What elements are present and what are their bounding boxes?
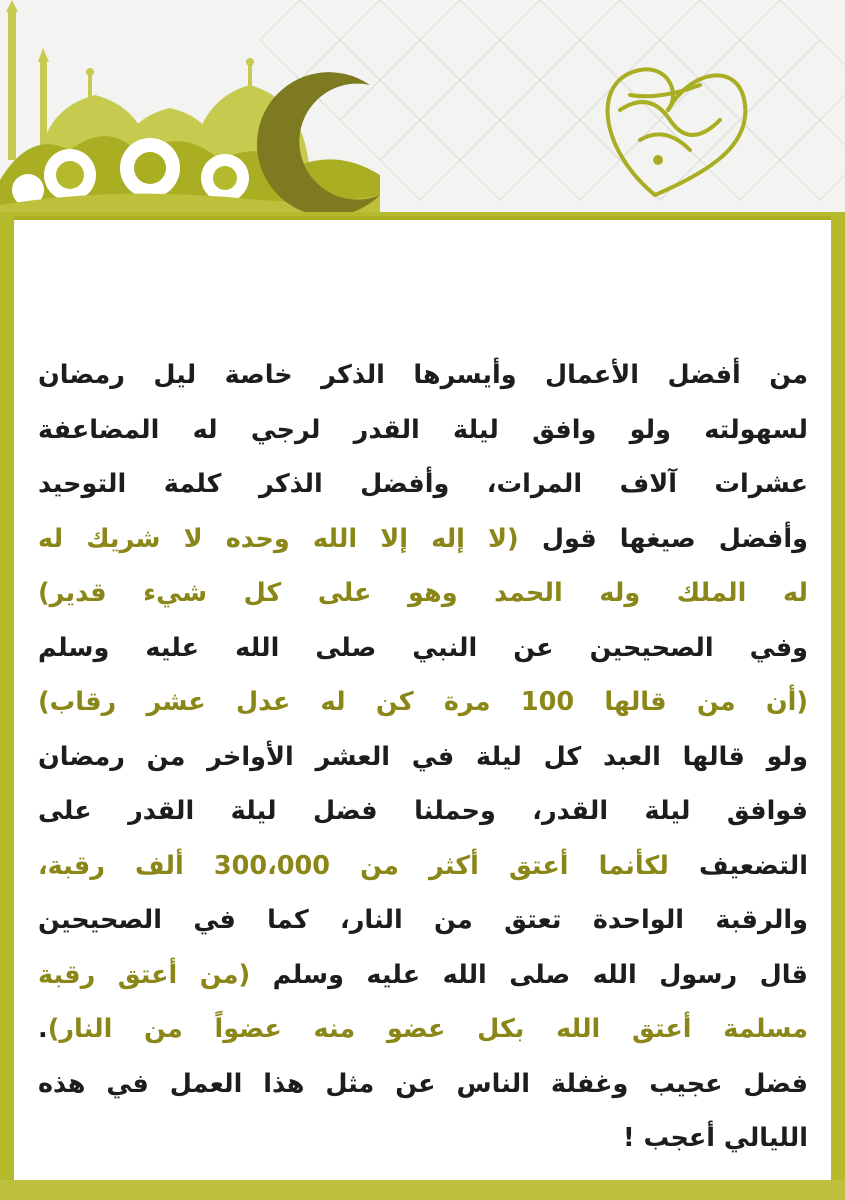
text-line — [38, 512, 808, 567]
text-line — [38, 839, 808, 894]
text-line — [38, 403, 808, 458]
text-segment: قال رسول الله صلى الله عليه وسلم — [250, 959, 808, 990]
text-segment: والرقبة الواحدة تعتق من النار، كما في الصحيحين — [38, 905, 808, 935]
text-line — [38, 1057, 808, 1112]
text-segment: عشرات آلاف المرات، وأفضل الذكر كلمة التوحيد — [38, 469, 808, 499]
text-line — [38, 784, 808, 839]
highlighted-reward: لكأنما أعتق أكثر من 300،000 ألف رقبة، — [38, 850, 669, 881]
text-segment: . — [38, 1014, 48, 1044]
text-segment: فوافق ليلة القدر، وحملنا فضل ليلة القدر على — [38, 796, 808, 826]
text-segment: التضعيف — [668, 850, 808, 881]
text-segment: الليالي أعجب ! — [623, 1123, 808, 1153]
text-segment: لسهولته ولو وافق ليلة القدر لرجي له المضاعفة — [38, 414, 808, 445]
highlighted-hadith: مسلمة أعتق الله بكل عضو منه عضواً من النار) — [47, 1014, 808, 1044]
text-segment: وأفضل صيغها قول — [518, 523, 808, 554]
text-line — [38, 675, 808, 730]
header-banner — [0, 0, 845, 220]
text-line — [38, 1002, 808, 1057]
text-line — [38, 457, 808, 512]
text-segment: وفي الصحيحين عن النبي صلى الله عليه وسلم — [38, 632, 808, 663]
highlighted-dhikr: (لا إله إلا الله وحده لا شريك له — [38, 523, 519, 554]
text-line — [38, 566, 808, 621]
highlighted-dhikr: له الملك وله الحمد وهو على كل شيء قدير) — [38, 578, 808, 608]
text-line — [38, 1111, 808, 1166]
text-line — [38, 730, 808, 785]
footer-band — [0, 1180, 845, 1200]
text-line — [38, 893, 808, 948]
text-line — [38, 948, 808, 1003]
article-body — [38, 348, 808, 1166]
text-line — [38, 348, 808, 403]
text-segment: من أفضل الأعمال وأيسرها الذكر خاصة ليل رمضان — [38, 360, 808, 390]
ramadan-banner-art — [0, 0, 845, 220]
text-segment: فضل عجيب وغفلة الناس عن مثل هذا العمل في هذه — [38, 1068, 808, 1099]
highlighted-hadith: (أن من قالها 100 مرة كن له عدل عشر رقاب) — [38, 687, 808, 717]
panel-top-border — [14, 216, 831, 220]
text-line — [38, 621, 808, 676]
highlighted-hadith: (من أعتق رقبة — [38, 959, 251, 990]
text-segment: ولو قالها العبد كل ليلة في العشر الأواخر من رمضان — [38, 741, 808, 772]
